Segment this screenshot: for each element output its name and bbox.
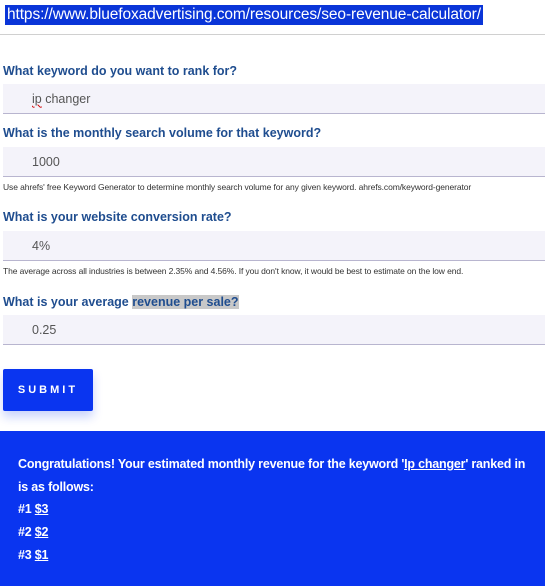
rank-3-amount[interactable]: $1 — [34, 548, 49, 562]
volume-help-text: Use ahrefs' free Keyword Generator to determine monthly search volume for any given keyword. ahrefs.com/keyword-generator — [3, 182, 472, 192]
rank-1-row — [18, 502, 48, 516]
volume-input[interactable] — [3, 147, 545, 177]
revenue-label — [3, 295, 239, 309]
rank-1-label: #1 — [18, 502, 35, 516]
result-panel — [0, 431, 545, 586]
result-line-1 — [18, 457, 525, 471]
result-keyword-link[interactable]: Ip changer — [404, 457, 466, 471]
rank-3-row — [18, 548, 48, 562]
keyword-value-rest: changer — [41, 91, 91, 106]
conversion-help-text: The average across all industries is between 2.35% and 4.56%. If you don't know, it would be best to estimate on the low end. — [3, 266, 464, 276]
rank-2-label: #2 — [18, 525, 35, 539]
result-line-2: is as follows: — [18, 480, 94, 494]
keyword-input[interactable] — [3, 84, 545, 114]
revenue-label-highlight: revenue per sale? — [132, 295, 239, 309]
rank-2-row — [18, 525, 48, 539]
rank-3-label: #3 — [18, 548, 35, 562]
rank-2-amount[interactable]: $2 — [34, 525, 49, 539]
conversion-input[interactable] — [3, 231, 545, 261]
url-text[interactable]: https://www.bluefoxadvertising.com/resources/seo-revenue-calculator/ — [7, 6, 481, 23]
result-suffix: ' ranked in — [465, 457, 526, 471]
revenue-input[interactable] — [3, 315, 545, 345]
submit-button[interactable]: SUBMIT — [3, 369, 93, 411]
keyword-label: What keyword do you want to rank for? — [3, 64, 238, 78]
revenue-label-prefix: What is your average — [3, 295, 133, 309]
conversion-label: What is your website conversion rate? — [3, 210, 232, 224]
rank-1-amount[interactable]: $3 — [34, 502, 49, 516]
address-bar[interactable] — [0, 0, 545, 35]
result-prefix: Congratulations! Your estimated monthly revenue for the keyword ' — [18, 457, 405, 471]
volume-label: What is the monthly search volume for that keyword? — [3, 126, 322, 140]
keyword-misspelled-word: ip — [32, 91, 42, 106]
